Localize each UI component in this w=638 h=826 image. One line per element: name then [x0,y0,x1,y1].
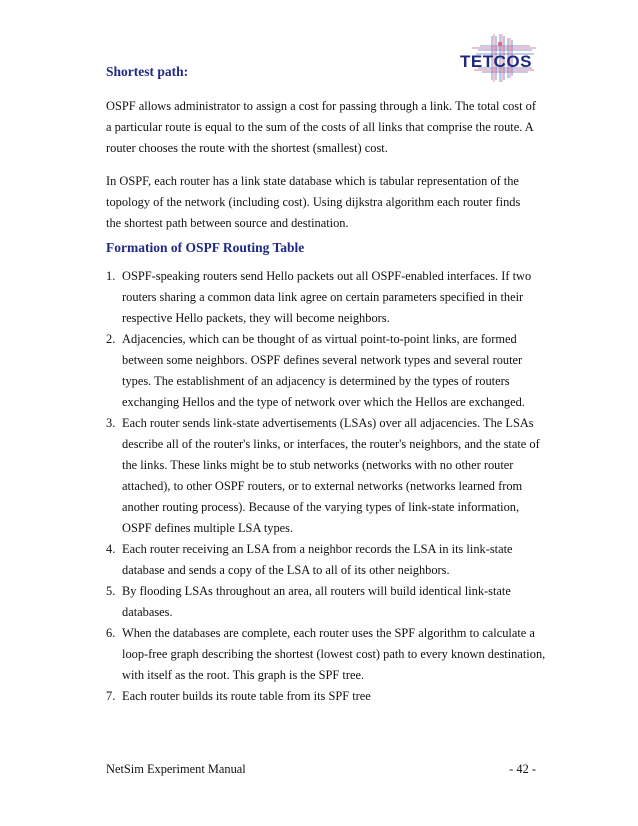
list-item [106,539,546,581]
list-item [106,581,546,623]
logo-text: TETCOS [460,52,532,71]
tetcos-logo [452,34,536,82]
list-number: 3. [106,416,116,430]
list-number: 1. [106,269,116,283]
list-number: 5. [106,584,116,598]
list-text: Each router sends link-state advertisements (LSAs) over all adjacencies. The LSAs describe all of the router's links, or interfaces, the router's neighbors, and the state of the links. These links might be to stub networks (networks with no other router attached), to other OSPF routers, or to external networks (networks learned from another routing process). Because of the varying types of link-state information, OSPF defines multiple LSA types. [122,416,540,535]
list-text: By flooding LSAs throughout an area, all routers will build identical link-state databases. [122,584,511,619]
list-number: 2. [106,332,116,346]
paragraph-link-state-database: In OSPF, each router has a link state database which is tabular representation of the topology of the network (including cost). Using dijkstra algorithm each router finds the shortest path between source and destination. [106,174,521,230]
list-item [106,413,546,539]
list-text: Adjacencies, which can be thought of as virtual point-to-point links, are formed between some neighbors. OSPF defines several network types and several router types. The establishment of an adjacency is determined by the types of routers exchanging Hellos and the type of network over which the Hellos are exchanged. [122,332,525,409]
list-item [106,266,546,329]
page-number: - 42 - [509,762,536,776]
list-number: 4. [106,542,116,556]
footer-title: NetSim Experiment Manual [106,762,246,776]
list-item [106,329,546,413]
list-text: OSPF-speaking routers send Hello packets out all OSPF-enabled interfaces. If two routers sharing a common data link agree on certain parameters specified in their respective Hello packets, they will become neighbors. [122,269,532,325]
list-number: 7. [106,689,116,703]
list-text: Each router builds its route table from its SPF tree [122,689,371,703]
section-heading-routing-table: Formation of OSPF Routing Table [106,240,305,255]
list-item [106,623,546,686]
list-number: 6. [106,626,116,640]
list-text: When the databases are complete, each router uses the SPF algorithm to calculate a loop-free graph describing the shortest (lowest cost) path to every known destination, with itself as the root. This graph is the SPF tree. [122,626,546,682]
routing-steps-list [106,266,546,707]
section-heading-shortest-path: Shortest path: [106,64,189,79]
paragraph-cost: OSPF allows administrator to assign a cost for passing through a link. The total cost of a particular route is equal to the sum of the costs of all links that comprise the route. A router chooses the route with the shortest (smallest) cost. [106,99,536,155]
list-item [106,686,546,707]
list-text: Each router receiving an LSA from a neighbor records the LSA in its link-state database and sends a copy of the LSA to all of its other neighbors. [122,542,513,577]
